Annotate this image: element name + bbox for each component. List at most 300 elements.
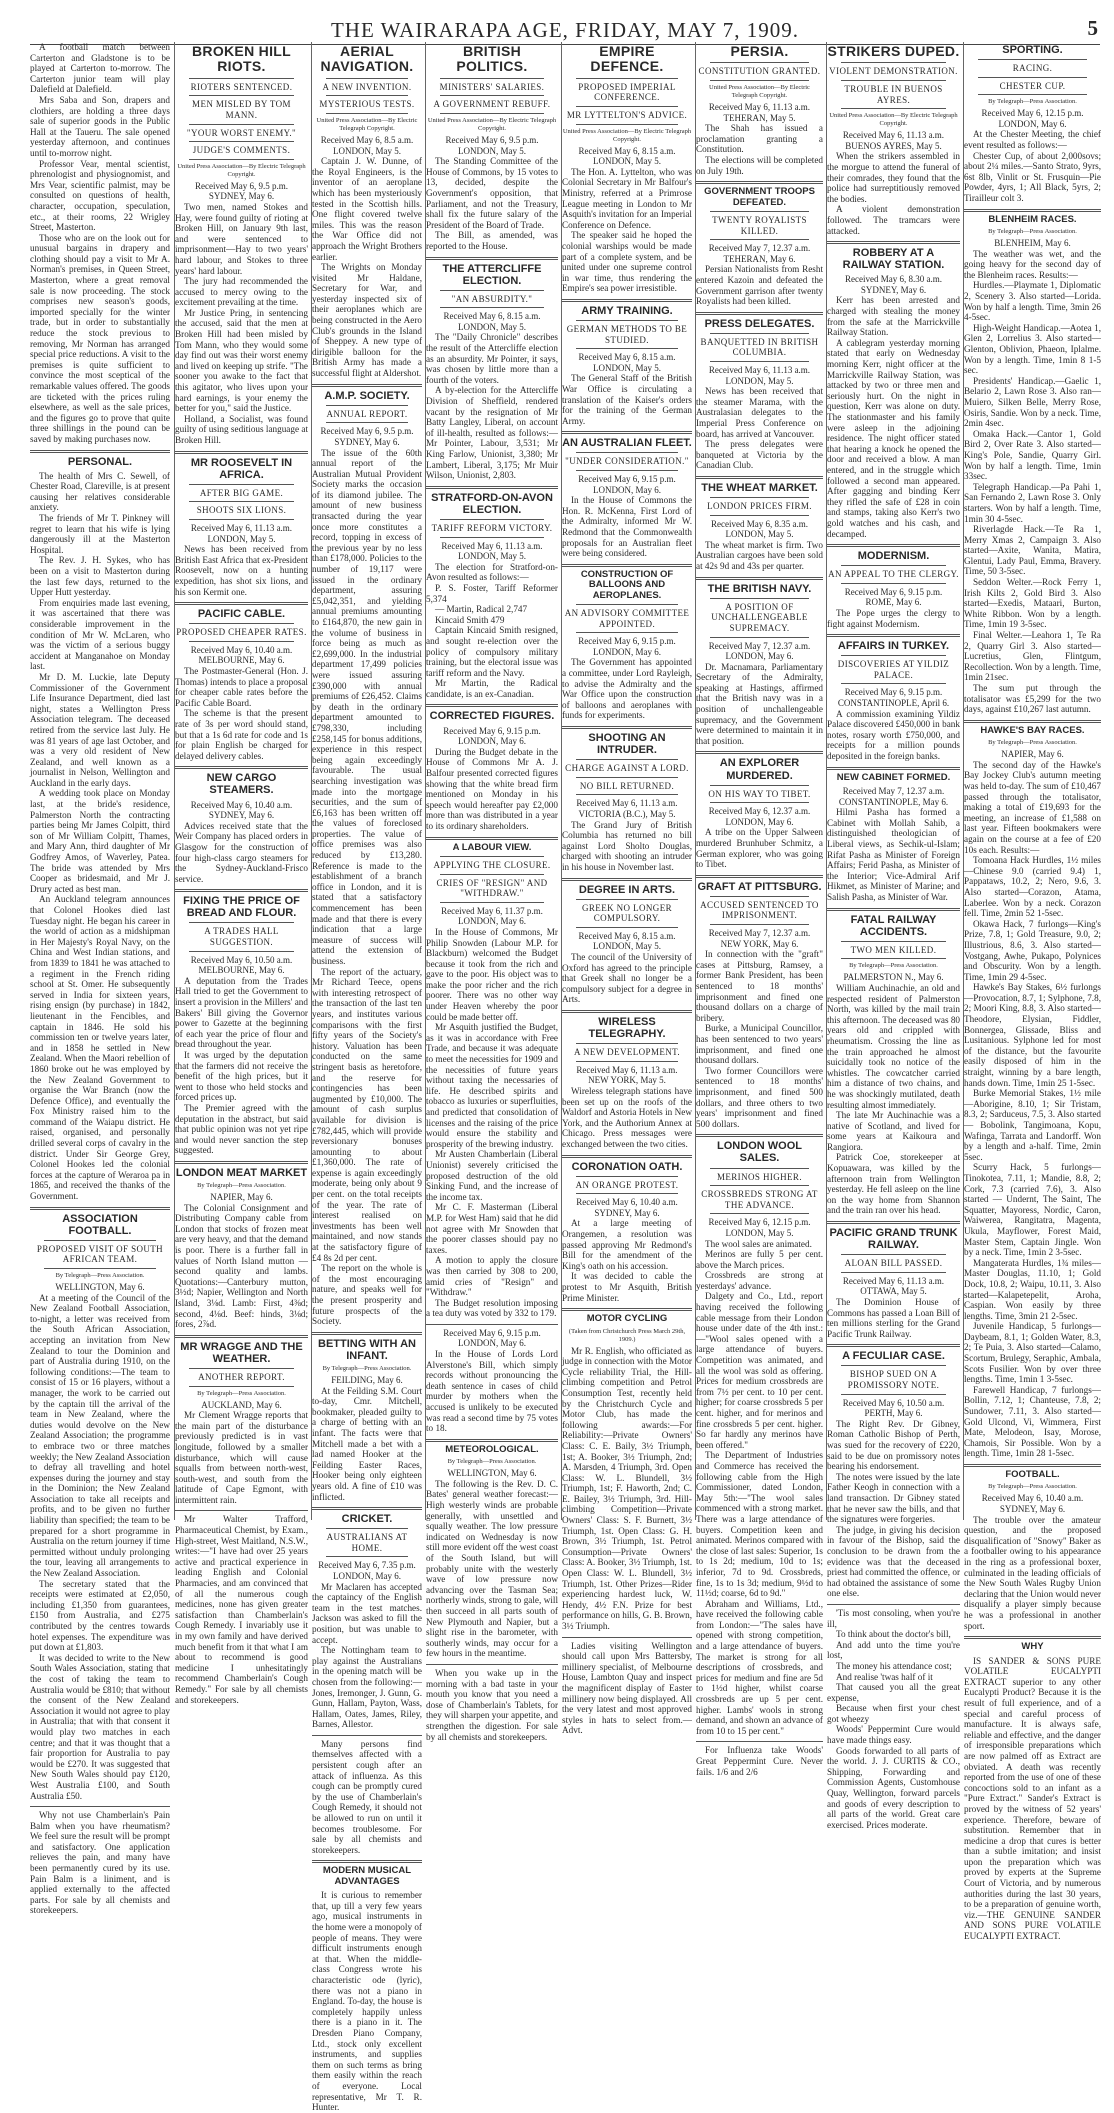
subhead-rule [189, 159, 294, 160]
article-paragraph: The weather was wet, and the going heavy for the second day of the Blenheim races. Results:— [964, 248, 1101, 280]
subhead-rule [189, 1368, 294, 1369]
article [312, 384, 422, 1327]
article-headline: FIXING THE PRICE OF BREAD AND FLOUR. [183, 895, 300, 920]
column-rule [175, 1335, 308, 1338]
subhead-rule [576, 1043, 678, 1044]
article-paragraph: Mangaterata Hurdles, 1¾ miles—Master Douglas, 11.10, 1; Gold Dock, 10.8, 2; Waipu, 10.11, 3. Also started—Kalapetepelit, Aroha, Caspian. Won easily by three lengths. Time, 3min 21 2-5sec. [964, 1257, 1101, 1321]
wire-credit: United Press Association—By Electric Telegraph Copyright. [562, 127, 692, 143]
article-paragraph: The friends of Mr T. Pinkney will regret to learn that his wife is lying dangerously ill at the Masterton Hospital. [30, 513, 170, 555]
article-subheadline: CRIES OF "RESIGN" AND "WITHDRAW." [436, 877, 548, 899]
subhead-rule [710, 1185, 809, 1186]
article [312, 1332, 422, 1502]
masthead-title: THE WAIRARAPA AGE, FRIDAY, MAY 7, 1909. [330, 18, 800, 42]
column-rule [562, 431, 692, 434]
article [562, 726, 692, 873]
article [696, 476, 823, 572]
subhead-rule [326, 113, 408, 114]
received-line: Received May 6, 11.13 a.m. [708, 101, 811, 112]
subhead-rule [440, 874, 544, 875]
dateline: CONSTANTINOPLE, April 6. [837, 698, 950, 709]
dateline: NAPIER, May 6. [210, 1192, 273, 1203]
article-paragraph: Dr. Macnamara, Parliamentary Secretary of the Admiralty, speaking at Hastings, affirmed that the British navy was in a position of unchallengeable supremacy, and the Government were determined to maintain it in that position. [696, 661, 823, 746]
article-paragraph: A cablegram yesterday morning stated that early on Wednesday morning Kerr, night officer at the Marrickville Railway Station, was attacked by two or three men and seriously hurt. On the night in question, Kerr was alone on duty. The stationmaster and his family were asleep in the adjoining residence. The night officer stated that hearing a knock he opened the door and received a blow. A man entered, and in the struggle which followed a second man appeared. After gagging and binding Kerr they rifled the safe of £28 in coin and stamps, taking also Kerr's two gold watches and his cash, and decamped. [827, 337, 960, 539]
article-paragraph: The Postmaster-General (Hon. J. Thomas) intends to place a proposal for cheaper cable rates before the Pacific Cable Board. [175, 666, 308, 708]
subhead-rule [576, 927, 678, 928]
dateline: LONDON, May 5. [458, 145, 526, 156]
column-rule [696, 875, 823, 878]
article-paragraph: A commission examining Yildiz Palace discovered £450,000 in bank notes, rosary worth £750,000, and receipts for a million pounds deposited in the foreign banks. [827, 708, 960, 762]
dateline: PALMERSTON N., May 6. [843, 972, 944, 983]
subhead-rule [841, 941, 946, 942]
column-rule [827, 634, 960, 637]
article-paragraph: A football match between Carterton and Gladstone is to be played at Carterton to-morrow. The Carterton junior team will play Dalefield at Dalefield. [30, 42, 170, 95]
article-headline: NEW CABINET FORMED. [836, 771, 951, 783]
received-line: Received May 6, 11.13 a.m. [576, 1064, 678, 1075]
received-line: Received May 6, 8.15 a.m. [578, 352, 676, 363]
dateline: LONDON, May 5. [593, 362, 661, 373]
article-headline: A.M.P. SOCIETY. [324, 389, 410, 402]
article-paragraph: The Right Rev. Dr Gibney, Roman Catholic Bishop of Perth, was sued for the recovery of £220, said to be due on promissory notes bearing his endorsement. [827, 1418, 960, 1472]
article-subheadline: TWENTY ROYALISTS KILLED. [712, 215, 807, 236]
article-subheadline: PROPOSED CHEAPER RATES. [176, 627, 307, 638]
article [827, 44, 960, 236]
article [696, 44, 823, 176]
article-paragraph: The trouble over the amateur question, and the proposed disqualification of "Snowy" Baker as a footballer owing to his appearance in the ring as a professional boxer, culminated in the leading officials of the New South Wales Rugby Union declaring that the Union would never disqualify a player simply because he was a professional in another sport. [964, 1514, 1102, 1631]
article [696, 875, 823, 1130]
subhead-rule [710, 211, 809, 212]
received-line: Received May 6, 12.15 p.m. [981, 108, 1084, 119]
subhead-rule [576, 1061, 678, 1062]
dateline: FEILDING, May 6. [331, 1374, 403, 1385]
article-paragraph: Persian Nationalists from Resht entered Kazoin and defeated the Government garrison after twenty Royalists had been killed. [696, 264, 823, 307]
subhead-rule [576, 452, 678, 453]
received-line: Received May 6, 9.5 p.m. [195, 180, 288, 191]
dateline: ROME, May 6. [865, 597, 922, 608]
article-subheadline: TWO MEN KILLED. [850, 944, 937, 955]
article [827, 1344, 960, 1599]
article-headline: PACIFIC CABLE. [197, 608, 286, 621]
column-rule [175, 766, 308, 769]
wire-credit: By Telegraph—Press Association. [197, 1182, 286, 1190]
article-subheadline: A GOVERNMENT REBUFF. [433, 99, 551, 110]
dateline: SYDNEY, May 6. [208, 810, 275, 821]
dateline: LONDON, May 6. [593, 484, 661, 495]
wire-credit: By Telegraph—Press Association. [988, 739, 1077, 747]
subhead-rule [440, 290, 544, 291]
article-paragraph: It was urged by the deputation that the farmers did not receive the benefit of the high prices, but it went to those who held stocks and forced prices up. [175, 1050, 308, 1103]
article-paragraph: The Department of Industries and Commerce has received the following cable from the High Commissioner, dated London, May 5th:—"The wool sales commenced with a strong market. There was a large attendance of buyers. Competition keen and animated. Merinos compared with the close of last sales: Superior, 1s to 1s 2d; medium, 10d to 1s; inferior, 7d to 9d. Crossbreds, fine, 1s to 1s 3d; medium, 9½d to 11½d; coarse, 6d to 9d." [696, 1450, 823, 1599]
subhead-rule [189, 141, 294, 142]
dateline: BLENHEIM, May 6. [994, 238, 1071, 249]
column-rule [426, 704, 558, 707]
article-paragraph: That caused you all the great expense, [827, 1682, 960, 1703]
subhead-rule [978, 59, 1087, 60]
subhead-rule [576, 78, 678, 79]
article-subheadline: BANQUETTED IN BRITISH COLUMBIA. [700, 336, 819, 358]
article-paragraph: Mr Austen Chamberlain (Liberal Unionist) severely criticised the proposed destruction of the old Sinking Fund, and the increase of the income tax. [426, 1149, 558, 1202]
article-headline: METEOROLOGICAL. [445, 1443, 539, 1455]
subhead-rule [440, 95, 544, 96]
article-subheadline: MINISTERS' SALARIES. [439, 81, 545, 92]
article-paragraph: Woods' Peppermint Cure would have made things easy. [827, 1724, 960, 1746]
dateline: NAPIER, May 6. [1001, 749, 1064, 760]
column-local [30, 42, 170, 1916]
column-rule [426, 486, 558, 489]
article-paragraph: Dalgety and Co., Ltd., report having received the following cable message from their London house under date of the 4th inst.:—"Wool sales opened with a large attendance of buyers. Competition was animated, and all the wool was sold as offering. Prices for medium crossbreds are from 7½ per cent. to 10 per cent. higher; for coarse crossbreds 5 per cent. higher, and for merinos and fine crossbreds 5 per cent. higher. So far hardly any merinos have been offered." [696, 1291, 823, 1450]
subhead-rule [576, 632, 678, 633]
received-line: Received May 7, 12.37 a.m. [708, 243, 811, 254]
article [827, 241, 960, 539]
article-paragraph: Crossbreds are strong at yesterdays' advance. [696, 1270, 823, 1291]
subhead-rule [710, 1168, 809, 1169]
dateline: SYDNEY, May 6. [334, 436, 400, 447]
article-paragraph: The Rev. J. H. Sykes, who has been on a visit to Masterton during the last few days, returned to the Upper Hutt yesterday. [30, 555, 170, 598]
article-paragraph: The Standing Committee of the House of Commons, by 15 votes to 13, decided, despite the Government's opposition, that Parliament, and not the Treasury, shall fix the future salary of the President of the Board of Trade. [426, 156, 558, 230]
article-paragraph: P. S. Foster, Tariff Reformer 5,374 [426, 582, 558, 604]
article-paragraph: It was decided to cable the protest to Mr Asquith, British Prime Minister. [562, 1271, 692, 1303]
subhead-rule [841, 62, 946, 63]
article-headline: STRATFORD-ON-AVON ELECTION. [431, 491, 553, 516]
article-paragraph: Two men, named Stokes and Hay, were found guilty of rioting at Broken Hill, on January 9th last, and were sentenced to imprisonment—Hay to two years' hard labour, and Stokes to three years' hard labour. [175, 201, 308, 276]
article-headline: ARMY TRAINING. [581, 304, 673, 317]
column-rule [827, 908, 960, 911]
article-subheadline: "AN ABSURDITY." [451, 293, 533, 304]
article-paragraph: An Auckland telegram announces that Colonel Hookes died last Tuesday night. He began his career in the world of action as a midshipman in Her Majesty's Royal Navy, on the China and West Indian stations, and from 1839 to 1841 he was attached to a regiment in the French riding school at St. Omer. He subsequently served in India for sixteen years, rising ensign (by purchase) in 1842, lieutenant in the Fencibles, and captain in 1846. He sold his commission ten or twelve years later, and in 1858 he settled in New Zealand. When the Maori rebellion of 1860 broke out he was employed by the New Zealand Government to organise the War Branch (now the Defence Office), and eventually the Fox Ministry raised him to the command of the Waiapu district. He raised, organised, and personally drilled several corps of cavalry in the district. Under Sir George Grey, Colonel Hookes led the colonial forces at the capture of Weraroa pa in 1865, and received the thanks of the Government. [30, 894, 170, 1202]
article-subheadline: MYSTERIOUS TESTS. [319, 99, 415, 110]
subhead-rule [841, 80, 946, 81]
article-subheadline: "YOUR WORST ENEMY." [186, 127, 297, 138]
received-line: Received May 6, 10.40 a.m. [981, 1493, 1084, 1504]
article-subheadline: AUSTRALIANS AT HOME. [326, 1532, 408, 1553]
article-paragraph: Telegraph Handicap.—Pa Pahi 1, San Fernando 2, Lawn Rose 3. Only starters. Won by half a length. Time, 1min 30 4-5sec. [964, 481, 1101, 524]
article-paragraph: In the House of Commons, Mr Philip Snowden (Labour M.P. for Blackburn) welcomed the Budget because it took from the rich and gave to the poor. His object was to make the poor richer and the rich poorer. There was no other way under Heaven whereby the poor could be made better off. [426, 926, 558, 1022]
masthead [30, 14, 1100, 45]
dateline: SYDNEY, May 6. [860, 284, 927, 295]
article-paragraph: Goods forwarded to all parts of the world. J. J. CURTIS & CO., Shipping, Forwarding and Commission Agents, Customhouse Quay, Wellington, forward parcels and goods of every description to all parts of the world. Great care exercised. Prices moderate. [827, 1745, 960, 1830]
dateline: SYDNEY, May 6. [208, 191, 275, 202]
article-subheadline: AN ADVISORY COMMITTEE APPOINTED. [564, 608, 690, 629]
article [964, 1636, 1101, 1941]
column-rule [562, 1308, 692, 1311]
wire-credit: United Press Association—By Electric Telegraph Copyright. [427, 116, 557, 132]
article-paragraph: Holland, a Socialist, was found guilty of using seditious language at Broken Hill. [175, 413, 308, 445]
dateline: SYDNEY, May 6. [594, 1207, 660, 1218]
article [30, 1806, 170, 1916]
article-paragraph: The judge, in giving his decision in favour of the Bishop, said the conclusion to be drawn from the evidence was that the deceased priest had committed the offence, or had obtained the assistance of some one else. [827, 1524, 961, 1599]
column-rule [426, 837, 558, 840]
article-subheadline: ON HIS WAY TO TIBET. [708, 788, 811, 799]
article [175, 451, 308, 598]
article-paragraph: Final Welter.—Leahora 1, Te Ra 2, Quarry Girl 3. Also started—Lucretius, Glen, Flintgum, Recollection. Won by a length. Time, 1min 21sec. [964, 630, 1101, 683]
subhead-rule [189, 951, 294, 952]
subhead-rule [710, 896, 809, 897]
article-paragraph: At a large meeting of Orangemen, a resolution was passed approving Mr Redmond's Bill for the amendment of the King's oath on his accession. [562, 1218, 692, 1271]
article-headline: CORRECTED FIGURES. [429, 710, 555, 723]
column-rule [312, 1860, 422, 1863]
subhead-rule [189, 484, 294, 485]
article-paragraph: Mr Clement Wragge reports that the main part of the disturbance previously predicted is in vast longitude, followed by a smaller disturbance, which will cause squalls from between north-west, south-west, and south from the latitude of Cape Egmont, with intermittent rain. [175, 1410, 308, 1505]
article-subheadline: APPLYING THE CLOSURE. [433, 859, 551, 870]
article-paragraph: The late Mr Auchinachie was a native of Scotland, and lived for some years at Kaikoura and Rangiora. [827, 1110, 960, 1152]
subhead-rule [326, 422, 408, 423]
article [312, 44, 422, 379]
article-headline: PRESS DELEGATES. [704, 317, 815, 330]
column-rule [562, 726, 692, 729]
column-rule [696, 181, 823, 184]
dateline: LONDON, May 5. [458, 551, 526, 562]
article-paragraph: A by-election for the Attercliffe Division of Sheffield, rendered vacant by the resignation of Mr Batty Langley, Liberal, on account of ill-health, resulted as follows:—Mr Pointer, Labour, 3,531; Mr King Farlow, Unionist, 3,380; Mr Lambert, Liberal, 3,175; Mr Muir Wilson, Unionist, 2,803. [426, 385, 558, 481]
subhead-rule [576, 604, 678, 605]
column-british-politics [425, 42, 558, 1742]
article-paragraph: The report on the whole is of the most encouraging nature, and speaks well for the present prosperity and future prospects of the Society. [312, 1263, 422, 1327]
article [562, 44, 692, 294]
article-subheadline: ACCUSED SENTENCED TO IMPRISONMENT. [700, 899, 819, 921]
article-headline: EMPIRE DEFENCE. [590, 43, 664, 75]
article-paragraph: The Government has appointed a committee, under Lord Rayleigh, to advise the Admiralty and the War Office upon the construction of balloons and aeroplanes with funds for experiments. [562, 657, 692, 721]
received-line: Received May 6, 11.13 a.m. [576, 798, 678, 809]
column-persia [695, 42, 823, 1777]
article-paragraph: Ladies visiting Wellington should call upon Mrs Battersby, millinery specialist, of Melbourne House, Lambton Quay and inspect the magnificent display of Easter millinery now being displayed. All the very latest and most approved styles in hats to select from.—Advt. [562, 1640, 692, 1736]
column-rule [964, 1636, 1101, 1639]
article-subheadline: AN ORANGE PROTEST. [575, 1179, 679, 1190]
dateline: MELBOURNE, May 6. [198, 655, 285, 666]
received-line: Received May 6, 10.50 a.m. [190, 954, 293, 965]
article-paragraph: Mrs Saba and Son, drapers and clothiers, are holding a three days sale of superior goods in the Public Hall at the Taueru. The sale opened yesterday afternoon, and continues until to-morrow night. [30, 94, 170, 158]
article-paragraph: The Shah has issued a proclamation granting a Constitution. [696, 123, 823, 155]
article-paragraph: The Nottingham team to play against the Australians in the opening match will be chosen from the following:—Jones, Iremonger, J. Gunn, G. Gunn, Hallam, Payton, Wass, Hallam, Oates, James, Riley, Barnes, Allestor. [312, 1645, 422, 1730]
column-rule [175, 889, 308, 892]
article-paragraph: Abraham and Williams, Ltd., have received the following cable from London:—"The sales have opened with strong competition, and a large attendance of buyers. The market is strong for all descriptions of crossbreds, and prices for medium and fine are 5d to 1½d higher, whilst coarse crossbreds are up 5 per cent. higher. Lambs' wools in strong demand, and shown an advance of from 10 to 15 per cent." [696, 1598, 823, 1736]
article-paragraph: Kerr has been arrested and charged with stealing the money from the safe at the Marrickville Railway Station. [827, 295, 960, 338]
article-paragraph: Captain J. W. Dunne, of the Royal Engineers, is the inventor of an aeroplane which has been mysteriously tested in the Scottish hills. One flight covered twelve miles. This was the reason the War Office did not approach the Wright Brothers earlier. [312, 156, 422, 262]
article-subheadline: LONDON PRICES FIRM. [707, 501, 812, 512]
subhead-rule [440, 856, 544, 857]
received-line: Received May 6, 9.15 p.m. [578, 474, 676, 484]
article-headline: AFFAIRS IN TURKEY. [837, 640, 950, 653]
article [827, 544, 960, 629]
wire-credit: United Press Association—By Electric Telegraph Copyright. [709, 83, 810, 99]
subhead-rule [440, 113, 544, 114]
subhead-rule [189, 922, 294, 923]
article [964, 1464, 1101, 1631]
column-rule [696, 1134, 823, 1137]
column-broken-hill [174, 42, 308, 1705]
article-paragraph: The Premier agreed with the deputation in the abstract, but said that public opinion was not yet ripe and would never sanction the step suggested. [175, 1102, 308, 1156]
article-headline: MODERN MUSICAL ADVANTAGES [322, 1865, 412, 1887]
column-rule [964, 209, 1101, 212]
article-paragraph: William Auchinachie, an old and respected resident of Palmerston North, was killed by the mail train this afternoon. The deceased was 80 years old and crippled with rheumatism. Crossing the line as the train approached he almost suicidally took no notice of the whistles. The cowcatcher carried him a distance of two chains, and he was shockingly mutilated, death resulting almost immediately. [827, 982, 961, 1110]
subhead-rule [576, 470, 678, 471]
article [827, 1604, 960, 1830]
article-paragraph: It was decided to write to the New South Wales Association, stating that the cost of taking the team to Australia would be £810; that without the consent of the New Zealand Association it would not agree to play in Australia; that with that consent it would play two matches in each centre; and that it was thought that a fair proportion for Australia to pay would be £270. It was suggested that New South Wales should pay £120, West Australia £100, and South Australia £50. [30, 1652, 170, 1801]
article-paragraph: The council of the University of Oxford has agreed to the principle that Greek shall no longer be a compulsory subject for a degree in Arts. [562, 952, 692, 1005]
subhead-rule [326, 1556, 408, 1557]
received-line: Received May 6, 10.50 a.m. [842, 1397, 945, 1408]
subhead-rule [576, 320, 678, 321]
received-line: Received May 6, 7.35 p.m. [318, 1560, 416, 1571]
column-rule [964, 1464, 1101, 1467]
received-line: Received May 6, 9.15 p.m. [844, 687, 943, 698]
article-headline: GRAFT AT PITTSBURG. [697, 880, 822, 893]
dateline: LONDON, May 6. [333, 1570, 401, 1581]
subhead-rule [710, 80, 809, 81]
dateline: WELLINGTON, May 6. [55, 1282, 145, 1292]
subhead-rule [576, 794, 678, 795]
article-paragraph: The Hon. A. Lyttelton, who was Colonial Secretary in Mr Balfour's Ministry, referred at a Primrose League meeting in London to Mr Asquith's invitation for an Imperial Conference on Defence. [562, 166, 692, 230]
article-paragraph: Farewell Handicap, 7 furlongs—Bollin, 7.12, 1; Chanteuse, 7.8, 2; Sundower, 7.11, 3. Also started—Gold Ulcond, Vi, Wimmera, First Mate, Melodeon, Isay, Morose, Chamois, Sir Possible. Won by a length. Time, 1min 28 1-5sec. [964, 1384, 1101, 1459]
article-headline: CONSTRUCTION OF BALLOONS AND AEROPLANES. [580, 568, 674, 601]
article-paragraph: Burke, a Municipal Councillor, has been sentenced to two years' imprisonment, and fined one thousand dollars. [696, 1023, 823, 1066]
article-paragraph: At the Feilding S.M. Court to-day, Cmr. Mitchell, bookmaker, pleaded guilty to a charge of betting with an infant. The facts were that Mitchell made a bet with a lad named Hooker at the Feilding Easter Races, Hooker being only eighteen years old. A fine of £10 was inflicted. [312, 1385, 422, 1502]
received-line: Received May 6, 12.37 a.m. [708, 806, 811, 817]
subhead-rule [841, 565, 946, 566]
article-headline: THE WHEAT MARKET. [701, 481, 818, 494]
article [562, 1010, 692, 1150]
article-subheadline: ALOAN BILL PASSED. [844, 1258, 943, 1269]
column-rule [827, 1221, 960, 1224]
article-subheadline: A TRADES HALL SUGGESTION. [204, 926, 279, 948]
subhead-rule [841, 108, 946, 109]
article [175, 1161, 308, 1330]
subhead-rule [440, 902, 544, 903]
article-paragraph: Burke Memorial Stakes, 1½ mile—Aborigine, 8.10, 1; Sir Tristam, 8.3, 2; Sarduceus, 7.5, 3. Also started — Bobolink, Tangimoana, Kopu, Wafinga, Tarrata and Landorff. Won by a length and a-half. Time, 2min 5sec. [964, 1088, 1101, 1162]
article-paragraph: The secretary stated that the receipts were estimated at £2,050, including £1,350 from guarantees, £150 from Australia, and £275 contributed by the centres towards hotel expenses. The expenditure was put down at £1,803. [30, 1578, 170, 1653]
article-headline: A FECULIAR CASE. [842, 1350, 945, 1363]
article-paragraph: From enquiries made last evening, it was ascertained that there was considerable improvement in the condition of Mr W. McLaren, who was the victim of a serious buggy accident at Manganahoe on Monday last. [30, 597, 170, 672]
article-subheadline: SHOOTS SIX LIONS. [196, 505, 287, 516]
article-headline: BROKEN HILL RIOTS. [192, 43, 291, 75]
article [827, 767, 960, 903]
subhead-rule [326, 78, 408, 79]
dateline: LONDON, May 5. [207, 533, 276, 544]
wire-credit: (Taken from Christchurch Press March 29th, 1909.) [568, 1327, 686, 1343]
column-rule [696, 312, 823, 315]
article-paragraph: Seddon Welter.—Rock Ferry 1, Irish Kilts 2, Gold Bird 3. Also started—Exedis, Mataari, Burton, White Ribbon. Won by a length. Time, 1min 19 3-5sec. [964, 577, 1101, 630]
received-line: Received May 6, 10.40 a.m. [576, 1197, 678, 1208]
article-paragraph: Many persons find themselves affected with a persistent cough after an attack of influenza. As this cough can be promptly cured by the use of Chamberlain's Cough Remedy, it should not be allowed to run on until it becomes troublesome. For sale by all chemists and storekeepers. [312, 1738, 422, 1855]
dateline: TEHERAN, May 5. [723, 112, 796, 123]
dateline: LONDON, May 6. [458, 916, 526, 927]
column-empire-defence [561, 42, 692, 1736]
subhead-rule [710, 361, 809, 362]
article-paragraph: And realise 'twas half of it [836, 1671, 933, 1682]
column-aerial [311, 42, 422, 2113]
article-paragraph: Captain Kincaid Smith resigned, and sought re-election over the policy of compulsory military training, but the electoral issue was tariff reform and the Navy. [426, 625, 558, 678]
article-subheadline: BISHOP SUED ON A PROMISSORY NOTE. [847, 1369, 940, 1391]
dateline: LONDON, May 5. [333, 145, 401, 156]
article [562, 299, 692, 426]
received-line: Received May 6, 11.13 a.m. [842, 130, 945, 141]
article [426, 1439, 558, 1659]
subhead-rule [576, 1193, 678, 1194]
article [312, 1507, 422, 1730]
received-line: Received May 6, 8.15 a.m. [578, 145, 676, 156]
received-line: Received May 6, 8.5 a.m. [320, 134, 414, 145]
column-rule [696, 577, 823, 580]
subhead-rule [978, 94, 1087, 95]
article-headline: CORONATION OATH. [571, 1160, 683, 1173]
column-rule [964, 720, 1101, 723]
wire-credit: By Telegraph—Press Association. [988, 228, 1077, 236]
article [964, 720, 1101, 1459]
article [562, 1155, 692, 1304]
article [696, 577, 823, 747]
article-subheadline: MERINOS HIGHER. [716, 1171, 802, 1182]
article-paragraph: The wool sales are animated. [705, 1238, 812, 1249]
article-paragraph: Juvenile Handicap, 5 furlongs—Daybeam, 8.1, 1; Golden Water, 8.3, 2; Te Puia, 3. Also started—Calamo, Scortum, Brulegy, Seraphic, Ambala, Scots Fusilier. Won by over three lengths. Time, 1min 1 3-5sec. [964, 1321, 1101, 1385]
article-subheadline: NO BILL RETURNED. [579, 780, 675, 791]
dateline: AUCKLAND, May 6. [201, 1399, 282, 1410]
subhead-rule [576, 759, 678, 760]
article [696, 751, 823, 869]
column-rule [312, 384, 422, 387]
article-paragraph: At a meeting of the Council of the New Zealand Football Association, to-night, a letter was received from the South African Association, accepting an invitation from New Zealand to tour the Dominion and part of Australia during 1910, on the following conditions:—The team to consist of 15 or 16 players, without a manager, the work to be carried out by the captain till the arrival of the team in New Zealand, where the duties would devolve on the New Zealand Association; the programme to embrace two or three matches weekly; the New Zealand Association to defray all travelling and hotel expenses during the journey and stay in the Dominion; the New Zealand Association to take all receipts and profits, and to be given no further liability than specified; the team to be prepared for a short programme in Australia on the return journey if time permitted without unduly prolonging the tour, leaving all arrangements to the New Zealand Association. [30, 1292, 170, 1579]
column-rule [426, 1439, 558, 1442]
article-headline: STRIKERS DUPED. [827, 43, 960, 59]
article-paragraph: A violent demonstration followed. The tramcars were attacked. [827, 204, 960, 236]
article [562, 878, 692, 1005]
article-paragraph: 'Tis most consoling, when you're ill, [827, 1607, 960, 1629]
article-paragraph: — Martin, Radical 2,747 [435, 604, 528, 615]
article-paragraph: In the House of Commons the Hon. R. McKenna, First Lord of the Admiralty, informed Mr W. Redmond that the Commonwealth proposals for an Australian fleet were being considered. [562, 495, 692, 559]
article-headline: THE BRITISH NAVY. [707, 582, 812, 595]
article-paragraph: Chester Cup, of about 2,000sovs; about 2¼ miles.—Santo Strato, 9yrs, 6st 8lb, Vinlit or St. Frusquin—Pie Powder, 4yrs, 1; All Black, 5yrs, 2; Tirailleur colt 3. [964, 150, 1101, 204]
article-subheadline: CROSSBREDS STRONG AT THE ADVANCE. [701, 1189, 818, 1210]
dateline: LONDON, May 6. [725, 816, 794, 827]
received-line: Received May 6, 10.40 a.m. [190, 644, 293, 655]
article-paragraph: The money his attendance cost; [836, 1660, 952, 1671]
wire-credit: By Telegraph—Press Association. [849, 962, 938, 970]
dateline: LONDON, May 5. [725, 375, 794, 386]
article [964, 209, 1101, 715]
article-subheadline: ANOTHER REPORT. [198, 1371, 285, 1382]
article-paragraph: At the Chester Meeting, the chief event resulted as follows:— [964, 129, 1101, 151]
article-paragraph: The report of the actuary, Mr Richard Teece, opens with interesting retrospect of the transaction of the last ten years, and institutes various comparisons with the first fifty years of the Society's history. Valuation has been conducted on the same stringent basis as heretofore, and the reserve for contingencies has been augmented by £10,000. The amount of cash surplus available for division is £782,445, which will provide reversionary bonuses amounting to about £1,360,000. The rate of expense is again exceedingly moderate, being only about 9 per cent. on the total receipts of the year. The rate of interest realised on investments has been well maintained, and now stands at the satisfactory figure of £4 8s 2d per cent. [312, 966, 422, 1263]
dateline: LONDON, May 5. [458, 321, 526, 332]
dateline: PERTH, May 6. [864, 1408, 923, 1419]
dateline: WELLINGTON, May 6. [447, 1468, 537, 1479]
article-paragraph: Mr C. F. Masterman (Liberal M.P. for West Ham) said that he did not agree with Mr Snowden that the poorer classes should pay no taxes. [426, 1202, 558, 1255]
subhead-rule [841, 583, 946, 584]
dateline: LONDON, May 6. [725, 651, 794, 662]
column-rule [312, 1507, 422, 1510]
column-rule [827, 1344, 960, 1347]
article-paragraph: Mr D. M. Luckie, late Deputy Commissioner of the Government Life Insurance Department, died last night, states a Wellington Press Association telegram. The deceased retired from the service last July. He was 81 years of age last October, and was a very old resident of New Zealand, and well known as a journalist in Nelson, Wellington and Auckland in the early days. [30, 671, 170, 788]
dateline: VICTORIA (B.C.), May 5. [578, 808, 676, 819]
column-rule [827, 544, 960, 547]
article-paragraph: Mr Asquith justified the Budget, as it was in accordance with Free Trade, and because it was adequate to meet the necessities for 1909 and the necessities of future years without taxing the necessaries of life. He described spirits and tobacco as luxuries or superfluities, and predicted that consolidation of licenses and the raising of the price would ensure the stability and prosperity of the brewing industry. [426, 1022, 558, 1149]
article-subheadline: RIOTERS SENTENCED. [190, 81, 293, 92]
dateline: NEW YORK, May 6. [720, 938, 799, 949]
article-paragraph: The health of Mrs C. Sewell, of Chester Road, Clareville, is at present causing her relatives considerable anxiety. [30, 470, 170, 513]
article [30, 450, 170, 1202]
article-paragraph: For Influenza take Woods' Great Peppermint Cure. Never fails. 1/6 and 2/6 [696, 1745, 823, 1777]
subhead-rule [576, 124, 678, 125]
article-subheadline: AFTER BIG GAME. [199, 487, 284, 498]
article-paragraph: A deputation from the Trades Hall tried to get the Government to insert a provision in the Millers' and Bakers' Bill giving the Governor power to Gazette at the beginning of each year the price of flour and bread throughout the year. [175, 975, 308, 1050]
article-paragraph: And add unto the time you're lost, [827, 1639, 960, 1661]
article-paragraph: The following is the Rev. D. C. Bates' general weather forecast:—High westerly winds are probable generally, with unsettled and squally weather. The low pressure indicated on Wednesday is now still more evident off the west coast of the South Island, but will probably unite with the westerly wave of low pressure now advancing over the Tasman Sea; northerly winds, strong to gale, will then succeed in all parts south of New Plymouth and Napier, but a slight rise in the barometer, with southerly winds, may occur for a few hours in the meantime. [426, 1478, 558, 1659]
article-paragraph: A motion to apply the closure was then carried by 308 to 200, amid cries of "Resign" and "Withdraw." [426, 1255, 558, 1298]
dateline: CONSTANTINOPLE, May 6. [838, 796, 949, 807]
subhead-rule [841, 655, 946, 656]
article [175, 766, 308, 884]
subhead-rule [710, 637, 809, 638]
subhead-rule [440, 307, 544, 308]
wire-credit: By Telegraph—Press Association. [447, 1458, 537, 1466]
article-headline: PERSONAL. [67, 455, 133, 468]
column-rule [562, 878, 692, 881]
